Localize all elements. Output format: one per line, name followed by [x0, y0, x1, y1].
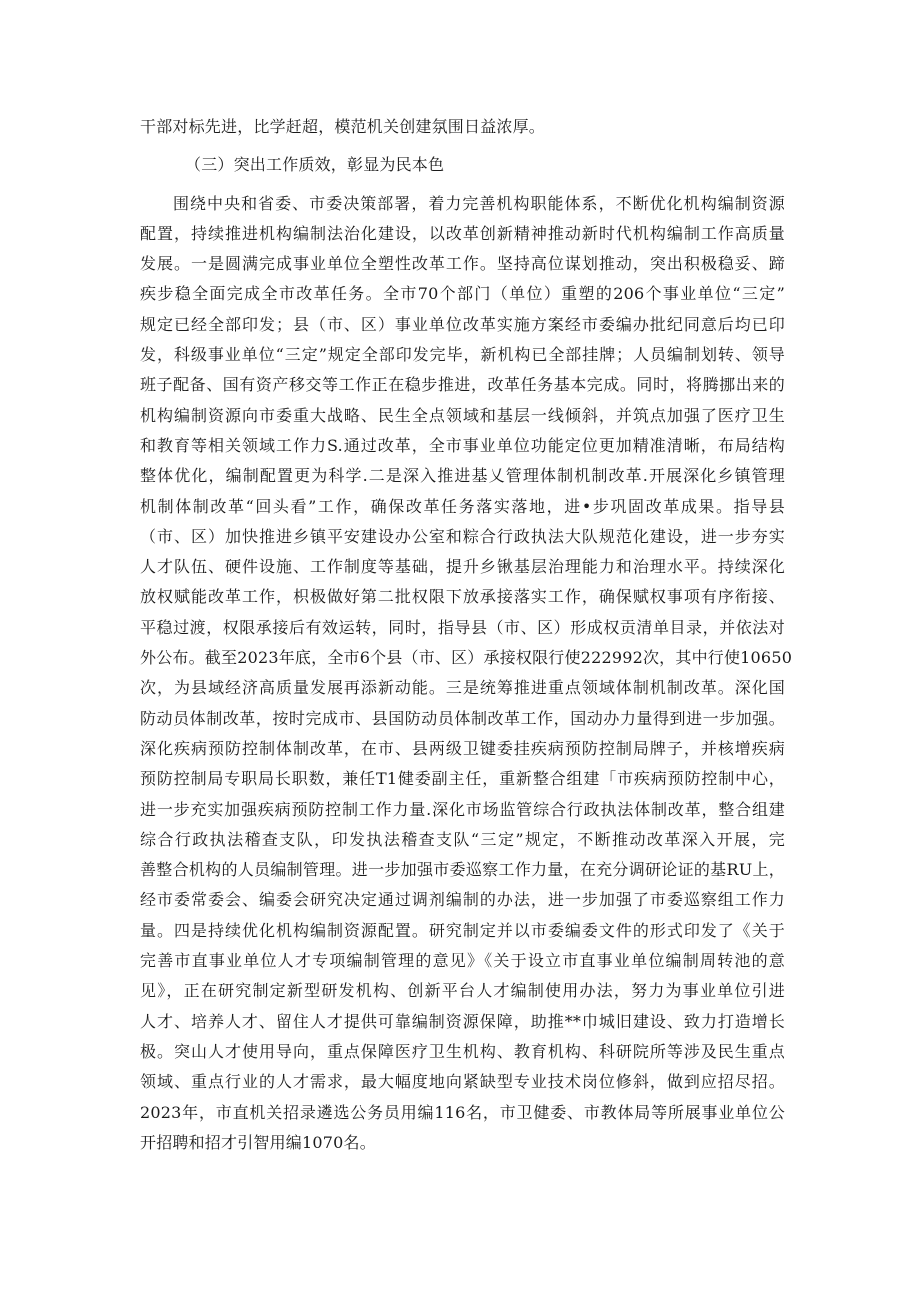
- paragraph-line: 善整合机构的人员编制管理。进一步加强市委巡察工作力量，在充分调研论证的基RU上，: [140, 860, 785, 880]
- paragraph-line: 人才、培养人才、留住人才提供可靠编制资源保障，助推**巾城旧建设、致力打造增长: [140, 1011, 785, 1031]
- paragraph-line: 班子配备、国有资产移交等工作正在稳步推进，改革任务基本完成。同时，将腾挪出来的: [140, 375, 785, 395]
- body-paragraph: [140, 189, 793, 1159]
- document-page: [140, 112, 793, 1158]
- spacer: [140, 142, 785, 150]
- paragraph-line: 次，为县域经济高质量发展再添新动能。三是统筹推进重点领域体制机制改革。深化国: [140, 678, 785, 698]
- paragraph-line: 领域、重点行业的人才需求，最大幅度地向紧缺型专业技术岗位修斜，做到应招尽招。: [140, 1072, 785, 1092]
- paragraph-line: 放权赋能改革工作，枳极做好第二批权限下放承接落实工作，确保赋权事项有序衔接、: [140, 587, 785, 607]
- paragraph-line: 完善市直事业单位人才专项编制管理的意见》《关于设立市直事业单位编制周转池的意: [140, 951, 785, 971]
- paragraph-line: 机构编制资源向市委重大战略、民生全点领域和基层一线倾斜，并筑点加强了医疗卫生: [140, 405, 785, 425]
- paragraph-line: 围绕中央和省委、市委决策部署，着力完善机构职能体系，不断优化机构编制资源: [173, 193, 785, 213]
- paragraph-line: 综合行政执法稽查支队，印发执法稽查支队“三定”规定，不断推动改革深入开展，完: [140, 829, 785, 849]
- paragraph-line: 预防控制局专职局长职数，兼任T1健委副主任，重新整合组建「市疾病预防控制中心，: [140, 769, 785, 789]
- section-heading: （三）突出工作质效，彰显为民本色: [185, 155, 445, 175]
- paragraph-line: 配置，持续推进机构编制法治化建设，以改革创新精神推动新时代机构编制工作高质量: [140, 223, 785, 243]
- paragraph-line: 2023年，市直机关招录遴选公务员用编116名，市卫健委、市教体局等所展事业单位公: [140, 1102, 785, 1122]
- paragraph-line: 极。突山人才使用导向，重点保障医疗卫生机构、教育机构、科研院所等涉及民生重点: [140, 1041, 785, 1061]
- paragraph-line: 深化疾病预防控制体制改革，在市、县两级卫键委挂疾病预防控制局牌子，并核增疾病: [140, 738, 785, 758]
- paragraph-line: 发，科级事业单位“三定”规定全部印发完毕，新机构已全部挂牌；人员编制划转、领导: [140, 345, 785, 365]
- paragraph-line: 平稳过渡，权限承接后有效运转，同时，指导县（市、区）形成权贡清单目录，并依法对: [140, 617, 785, 637]
- paragraph-line: 外公布。截至2023年底，全市6个县（市、区）承接权限行使222992次，其中行使10650: [140, 648, 793, 668]
- paragraph-line: 防动员体制改革，按时完成市、县国防动员体制改革工作，国动办力量得到进一步加强。: [140, 708, 785, 728]
- paragraph-line: 见》，正在研究制定新型研发机构、创新平台人才编制使用办法，努力为事业单位引进: [140, 981, 785, 1001]
- paragraph-line: （市、区）加快推进乡镇平安建设办公室和粽合行政执法大队规范化建设，进一步夯实: [140, 526, 785, 546]
- spacer: [140, 181, 785, 189]
- paragraph-line: 和教育等相关领域工作力S.通过改革，全市事业单位功能定位更加精准清晰，布局结构: [140, 435, 785, 455]
- paragraph-line: 进一步充实加强疾病预防控制工作力量.深化市场监管综合行政执法体制改革，整合组建: [140, 799, 785, 819]
- paragraph-line: 疾步稳全面完成全市改革任务。全市70个部门（单位）重塑的206个事业单位“三定”: [140, 284, 785, 304]
- paragraph-line: 发展。一是圆满完成事业单位全塑性改革工作。坚持高位谋划推动，突出积极稳妥、蹄: [140, 254, 785, 274]
- paragraph-line: 开招聘和招才引智用编1070名。: [140, 1132, 376, 1152]
- paragraph-line: 机制体制改革“回头看”工作，确保改革任务落实落地，进•步巩固改革成果。指导县: [140, 496, 785, 516]
- opening-line: 干部对标先进，比学赶超，模范机关创建氛围日益浓厚。: [140, 117, 546, 136]
- paragraph-line: 整体优化，编制配置更为科学.二是深入推进基乂管理体制机制改革.开展深化乡镇管理: [140, 466, 785, 486]
- paragraph-line: 人才队伍、硬件设施、工作制度等基础，提升乡锹基层治理能力和治理水平。持续深化: [140, 557, 785, 577]
- paragraph-line: 规定已经全部印发；县（市、区）事业单位改革实施方案经市委编办批纪同意后均已印: [140, 314, 785, 334]
- paragraph-line: 经市委常委会、编委会研究决定通过调剂编制的办法，进一步加强了市委巡察组工作力: [140, 890, 785, 910]
- paragraph-line: 量。四是持续优化机构编制资源配置。研究制定并以市委编委文件的形式印发了《关于: [140, 920, 785, 940]
